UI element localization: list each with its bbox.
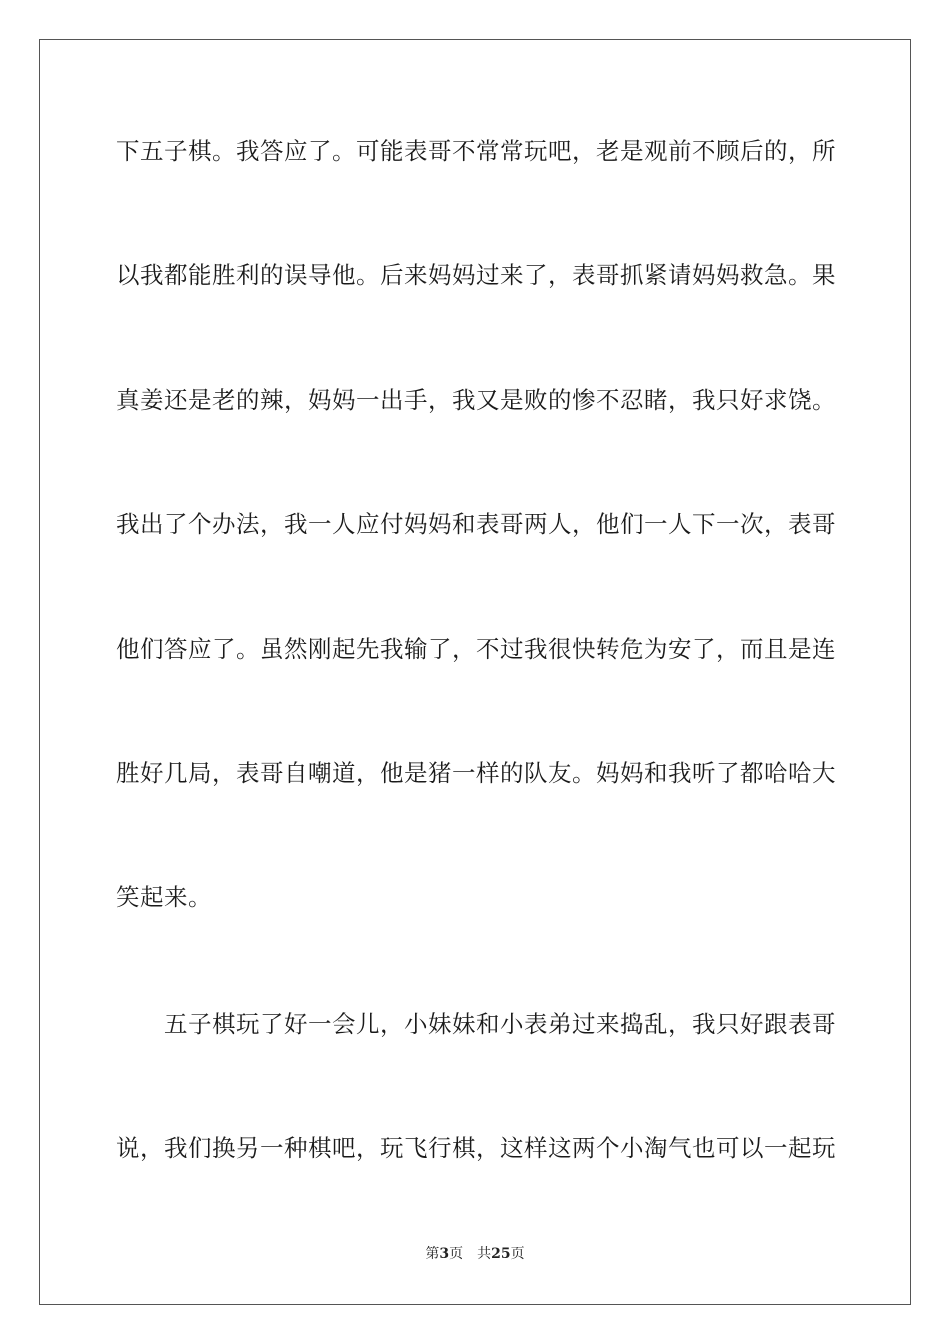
current-page-number: 3 [439, 1246, 450, 1262]
text-line: 笑起来。 [116, 883, 212, 911]
text-line: 胜好几局，表哥自嘲道，他是猪一样的队友。妈妈和我听了都哈哈大 [116, 759, 836, 787]
page-label-suffix: 页 [449, 1246, 464, 1262]
page-footer [0, 1245, 950, 1263]
total-label-prefix: 共 [477, 1246, 492, 1262]
page-border [39, 39, 911, 1305]
page-label-prefix: 第 [425, 1246, 440, 1262]
paragraph-first-line: 五子棋玩了好一会儿，小妹妹和小表弟过来捣乱，我只好跟表哥 [164, 1010, 836, 1038]
total-label-suffix: 页 [510, 1246, 525, 1262]
text-line: 下五子棋。我答应了。可能表哥不常常玩吧，老是观前不顾后的，所 [116, 137, 836, 165]
text-line: 以我都能胜利的误导他。后来妈妈过来了，表哥抓紧请妈妈救急。果 [116, 261, 836, 289]
text-line: 说，我们换另一种棋吧，玩飞行棋，这样这两个小淘气也可以一起玩 [116, 1134, 836, 1162]
text-line: 我出了个办法，我一人应付妈妈和表哥两人，他们一人下一次，表哥 [116, 510, 836, 538]
total-page-count: 25 [491, 1246, 511, 1262]
text-line: 真姜还是老的辣，妈妈一出手，我又是败的惨不忍睹，我只好求饶。 [116, 386, 836, 414]
text-line: 他们答应了。虽然刚起先我输了，不过我很快转危为安了，而且是连 [116, 635, 836, 663]
